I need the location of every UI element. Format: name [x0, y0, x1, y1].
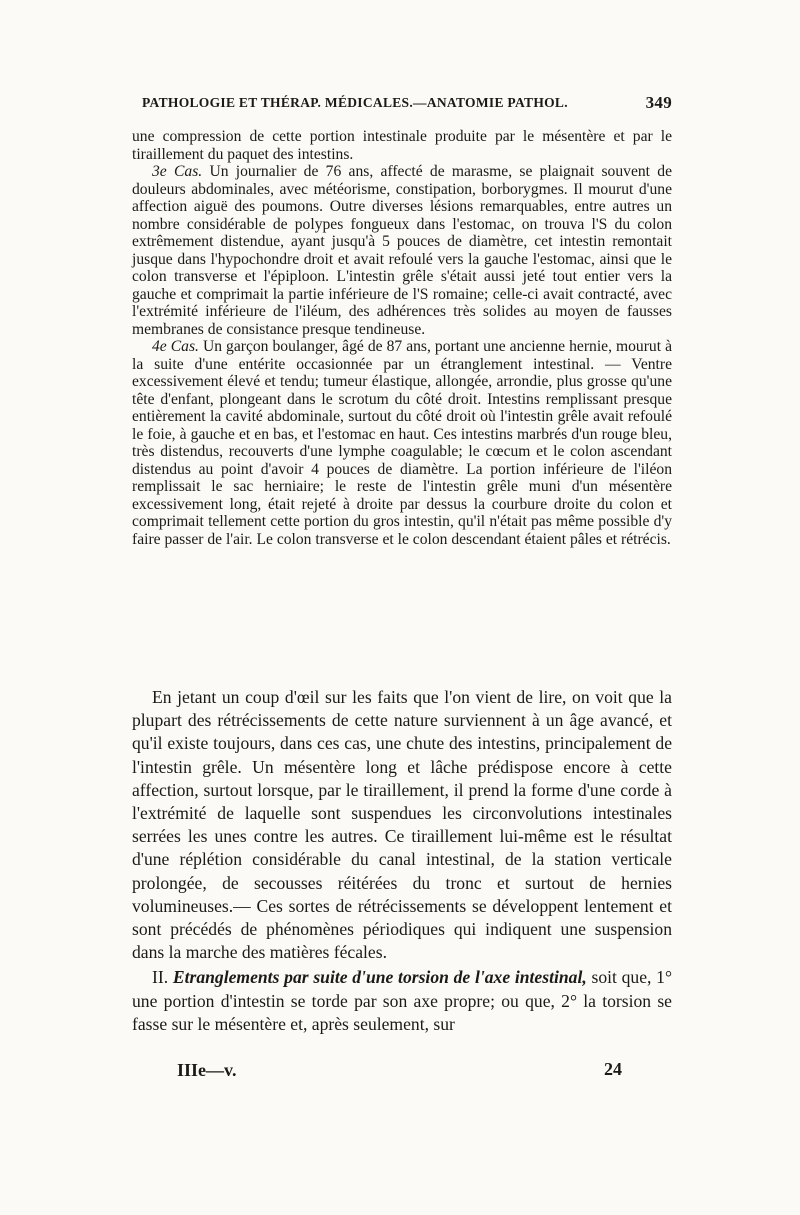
case-4-label: 4e Cas.: [152, 338, 199, 355]
case-4-paragraph: [132, 338, 672, 548]
case-3-paragraph: [132, 163, 672, 338]
case-3-text: Un journalier de 76 ans, affecté de marasme, se plaignait souvent de douleurs abdominales, avec météorisme, constipation, borborygmes. Il mourut d'une affection aiguë des poumons. Outre diverses lésions remarquables, entre autres un nombre considérable de polypes fongueux dans l'estomac, on trouva l'S du colon extrêmement distendue, ayant jusqu'à 5 pouces de diamètre, cet intestin remontait jusque dans l'hypochondre droit et avait refoulé vers la gauche l'estomac, ainsi que le colon transverse et l'épiploon. L'intestin grêle s'était aussi jeté tout entier vers la gauche et comprimait la partie inférieure de l'S romaine; celle-ci avait contracté, avec l'extrémité inférieure de l'iléum, des adhérences très solides au moyen de fausses membranes de consistance presque tendineuse.: [132, 163, 673, 338]
case-4-text: Un garçon boulanger, âgé de 87 ans, portant une ancienne hernie, mourut à la suite d'une entérite occasionnée par un étranglement intestinal. — Ventre excessivement élevé et tendu; tumeur élastique, allongée, arrondie, plus grosse qu'une tête d'enfant, plongeant dans le scrotum du côté droit. Intestins remplissant presque entièrement la cavité abdominale, surtout du côté droit où l'intestin grêle avait refoulé le foie, à gauche et en bas, et l'estomac en haut. Ces intestins marbrés d'un rouge bleu, très distendus, recouverts d'une lymphe coagulable; le cœcum et le colon ascendant distendus au point d'avoir 4 pouces de diamètre. La portion inférieure de l'iléon remplissait le sac herniaire; le reste de l'intestin grêle muni d'un mésentère excessivement long, était rejeté à droite par dessus la courbure droite du colon et comprimait tellement cette portion du gros intestin, qu'il n'était pas même possible d'y faire passer de l'air. Le colon transverse et le colon descendant étaient pâles et rétrécis.: [132, 338, 672, 548]
continued-paragraph: une compression de cette portion intestinale produite par le mésentère et par le tiraillement du paquet des intestins.: [132, 128, 672, 163]
folio-number: 349: [645, 93, 672, 112]
signature-mark: IIIe—v.: [177, 1060, 237, 1080]
main-text: [132, 686, 672, 1036]
section-ii-text: soit que, 1° une portion d'intestin se torde par son axe propre; ou que, 2° la torsion se fasse sur le mésentère et, après seulement, sur: [132, 967, 672, 1034]
case-3-label: 3e Cas.: [152, 163, 203, 180]
section-ii-heading: Etranglements par suite d'une torsion de l'axe intestinal,: [172, 967, 587, 988]
summary-paragraph: En jetant un coup d'œil sur les faits que l'on vient de lire, on voit que la plupart des rétrécissements de cette nature surviennent à un âge avancé, et qu'il existe toujours, dans ces cas, une chute des intestins, principalement de l'intestin grêle. Un mésentère long et lâche prédispose encore à cette affection, surtout lorsque, par le tiraillement, il prend la forme d'une corde à l'extrémité de laquelle sont suspendues les circonvolutions intestinales serrées les unes contre les autres. Ce tiraillement lui-même est le résultat d'une réplétion considérable du canal intestinal, de la station verticale prolongée, de secousses réitérées du tronc et surtout de hernies volumineuses.— Ces sortes de rétrécissements se développent lentement et sont précédés de phénomènes périodiques qui indiquent une suspension dans la marche des matières fécales.: [132, 687, 672, 963]
section-ii-paragraph: [132, 966, 672, 1036]
case-notes: [132, 128, 672, 548]
running-head: [142, 95, 672, 111]
sheet-number: 24: [604, 1059, 622, 1079]
running-title: PATHOLOGIE ET THÉRAP. MÉDICALES.—ANATOMIE PATHOL.: [142, 95, 568, 110]
section-ii-label: II.: [152, 967, 169, 988]
